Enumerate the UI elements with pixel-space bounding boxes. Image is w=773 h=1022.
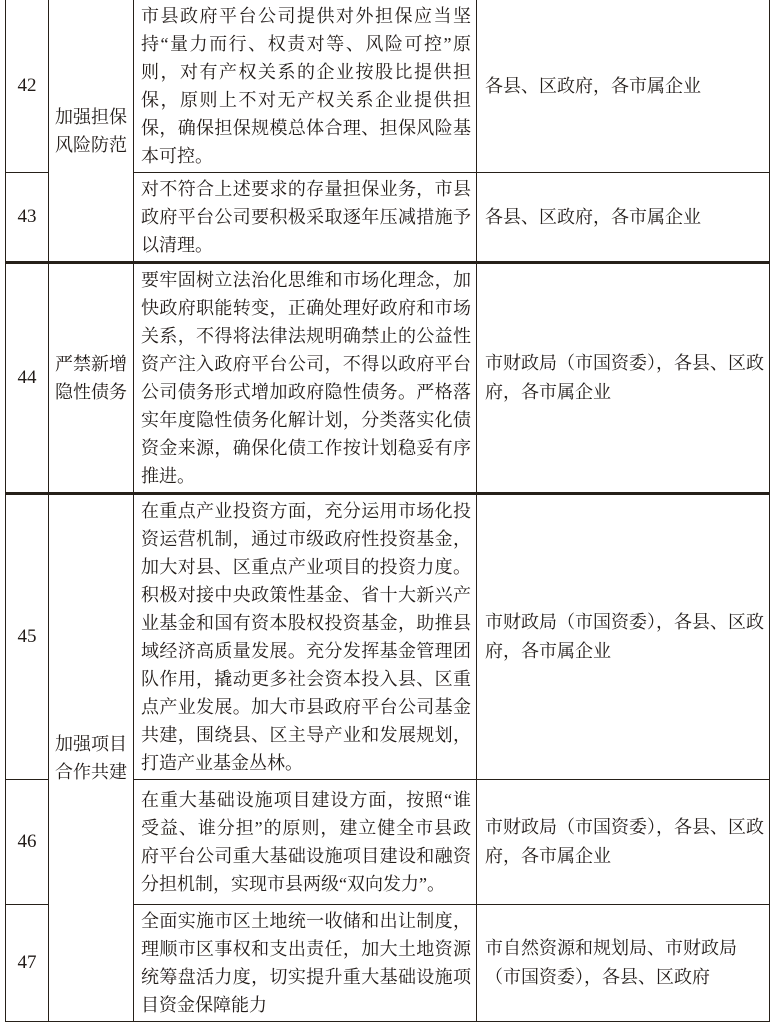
row-45-measure-text: 在重点产业投资方面，充分运用市场化投资运营机制，通过市级政府性投资基金，加大对县、区重点产业项目的投资力度。积极对接中央政策性基金、省十大新兴产业基金和国有资本股权投资基金，助推县域经济高质量发展。充分发挥基金管理团队作用，撬动更多社会资本投入县、区重点产业发展。加大市县政府平台公司基金共建，围绕县、区主导产业和发展规划，打造产业基金丛林。 [134, 494, 477, 780]
table-row-45 [6, 494, 770, 780]
category-guarantee-risk-prevention: 加强担保风险防范 [49, 0, 134, 263]
row-43-responsible-units: 各县、区政府，各市属企业 [477, 173, 770, 263]
row-47-number: 47 [6, 905, 49, 1022]
row-47-measure-text: 全面实施市区土地统一收储和出让制度，理顺市区事权和支出责任，加大土地资源统筹盘活力度，切实提升重大基础设施项目资金保障能力 [134, 905, 477, 1022]
row-45-number: 45 [6, 494, 49, 780]
row-46-responsible-units: 市财政局（市国资委），各县、区政府，各市属企业 [477, 780, 770, 905]
row-42-measure-text: 市县政府平台公司提供对外担保应当坚持“量力而行、权责对等、风险可控”原则，对有产权关系的企业按股比提供担保，原则上不对无产权关系企业提供担保，确保担保规模总体合理、担保风险基本可控。 [134, 0, 477, 173]
row-47-responsible-units: 市自然资源和规划局、市财政局（市国资委），各县、区政府 [477, 905, 770, 1022]
category-project-cooperation: 加强项目合作共建 [49, 494, 134, 1022]
row-42-responsible-units: 各县、区政府，各市属企业 [477, 0, 770, 173]
category-forbid-new-hidden-debt: 严禁新增隐性债务 [49, 263, 134, 494]
row-43-measure-text: 对不符合上述要求的存量担保业务，市县政府平台公司要积极采取逐年压减措施予以清理。 [134, 173, 477, 263]
row-44-measure-text: 要牢固树立法治化思维和市场化理念，加快政府职能转变，正确处理好政府和市场关系，不得将法律法规明确禁止的公益性资产注入政府平台公司，不得以政府平台公司债务形式增加政府隐性债务。严格落实年度隐性债务化解计划，分类落实化债资金来源，确保化债工作按计划稳妥有序推进。 [134, 263, 477, 494]
row-44-number: 44 [6, 263, 49, 494]
row-45-responsible-units: 市财政局（市国资委），各县、区政府，各市属企业 [477, 494, 770, 780]
row-44-responsible-units: 市财政局（市国资委），各县、区政府，各市属企业 [477, 263, 770, 494]
row-46-measure-text: 在重大基础设施项目建设方面，按照“谁受益、谁分担”的原则，建立健全市县政府平台公司重大基础设施项目建设和融资分担机制，实现市县两级“双向发力”。 [134, 780, 477, 905]
row-43-number: 43 [6, 173, 49, 263]
row-46-number: 46 [6, 780, 49, 905]
table-row-44 [6, 263, 770, 494]
row-42-number: 42 [6, 0, 49, 173]
policy-measures-table [5, 0, 770, 1022]
table-row-42 [6, 0, 770, 173]
